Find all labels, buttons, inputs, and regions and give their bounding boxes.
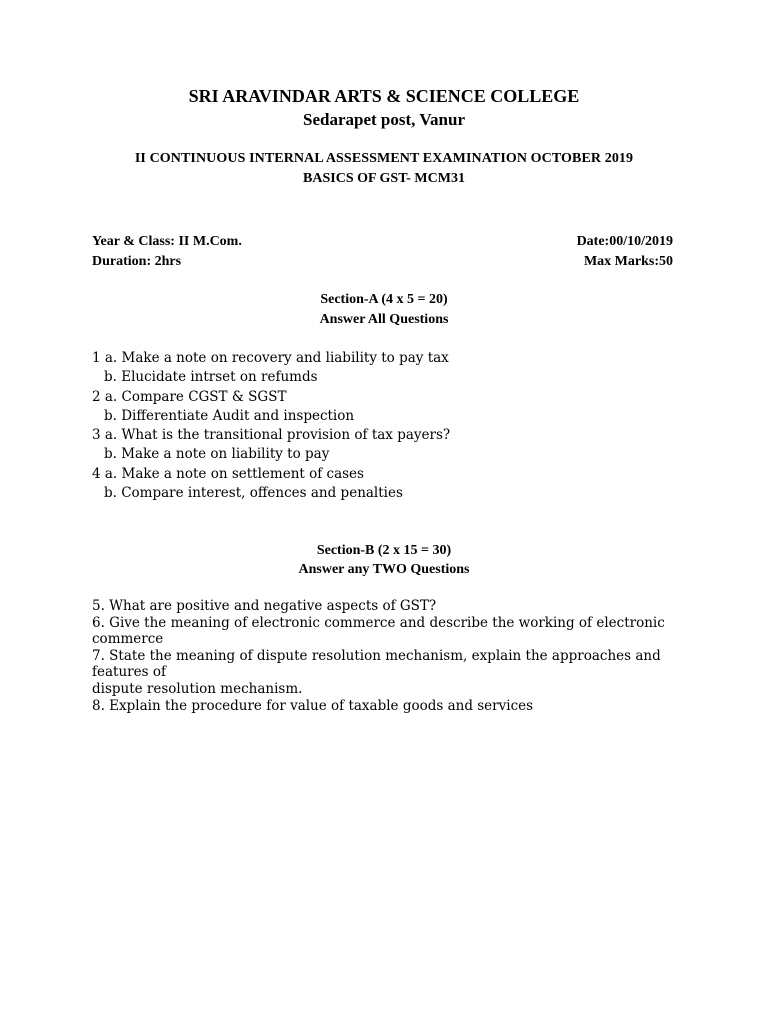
duration-label: Duration: 2hrs xyxy=(92,254,182,269)
question-6: 6. Give the meaning of electronic commerce and describe the working of electronic xyxy=(92,614,665,631)
question-8: 8. Explain the procedure for value of taxable goods and services xyxy=(92,697,534,714)
exam-title: II CONTINUOUS INTERNAL ASSESSMENT EXAMINATION OCTOBER 2019 xyxy=(134,151,634,166)
question-3a: 3 a. What is the transitional provision of tax payers? xyxy=(92,427,451,444)
college-name: SRI ARAVINDAR ARTS & SCIENCE COLLEGE xyxy=(188,86,580,106)
question-2a: 2 a. Compare CGST & SGST xyxy=(92,388,287,405)
max-marks-label: Max Marks:50 xyxy=(583,254,673,269)
section-a-question-list xyxy=(92,349,682,503)
section-a-instruction: Answer All Questions xyxy=(319,312,449,327)
exam-date-label: Date:00/10/2019 xyxy=(576,234,673,249)
section-b-question-list xyxy=(92,598,682,714)
college-address: Sedarapet post, Vanur xyxy=(302,110,465,129)
year-class-label: Year & Class: II M.Com. xyxy=(92,234,242,249)
section-a-title: Section-A (4 x 5 = 20) xyxy=(320,292,448,307)
section-b-instruction: Answer any TWO Questions xyxy=(298,562,470,577)
question-5: 5. What are positive and negative aspects of GST? xyxy=(92,598,437,614)
question-6-continued: commerce xyxy=(92,631,164,648)
question-1a: 1 a. Make a note on recovery and liability to pay tax xyxy=(92,350,449,366)
question-2b: b. Differentiate Audit and inspection xyxy=(104,407,355,424)
question-4b: b. Compare interest, offences and penalties xyxy=(104,485,403,502)
question-1b: b. Elucidate intrset on refumds xyxy=(104,369,318,386)
question-3b: b. Make a note on liability to pay xyxy=(104,446,330,463)
question-7: 7. State the meaning of dispute resolution mechanism, explain the approaches and features of xyxy=(92,647,661,681)
section-b-title: Section-B (2 x 15 = 30) xyxy=(316,543,452,558)
question-7-continued: dispute resolution mechanism. xyxy=(92,680,303,697)
question-4a: 4 a. Make a note on settlement of cases xyxy=(92,465,364,482)
exam-subject: BASICS OF GST- MCM31 xyxy=(303,171,465,186)
